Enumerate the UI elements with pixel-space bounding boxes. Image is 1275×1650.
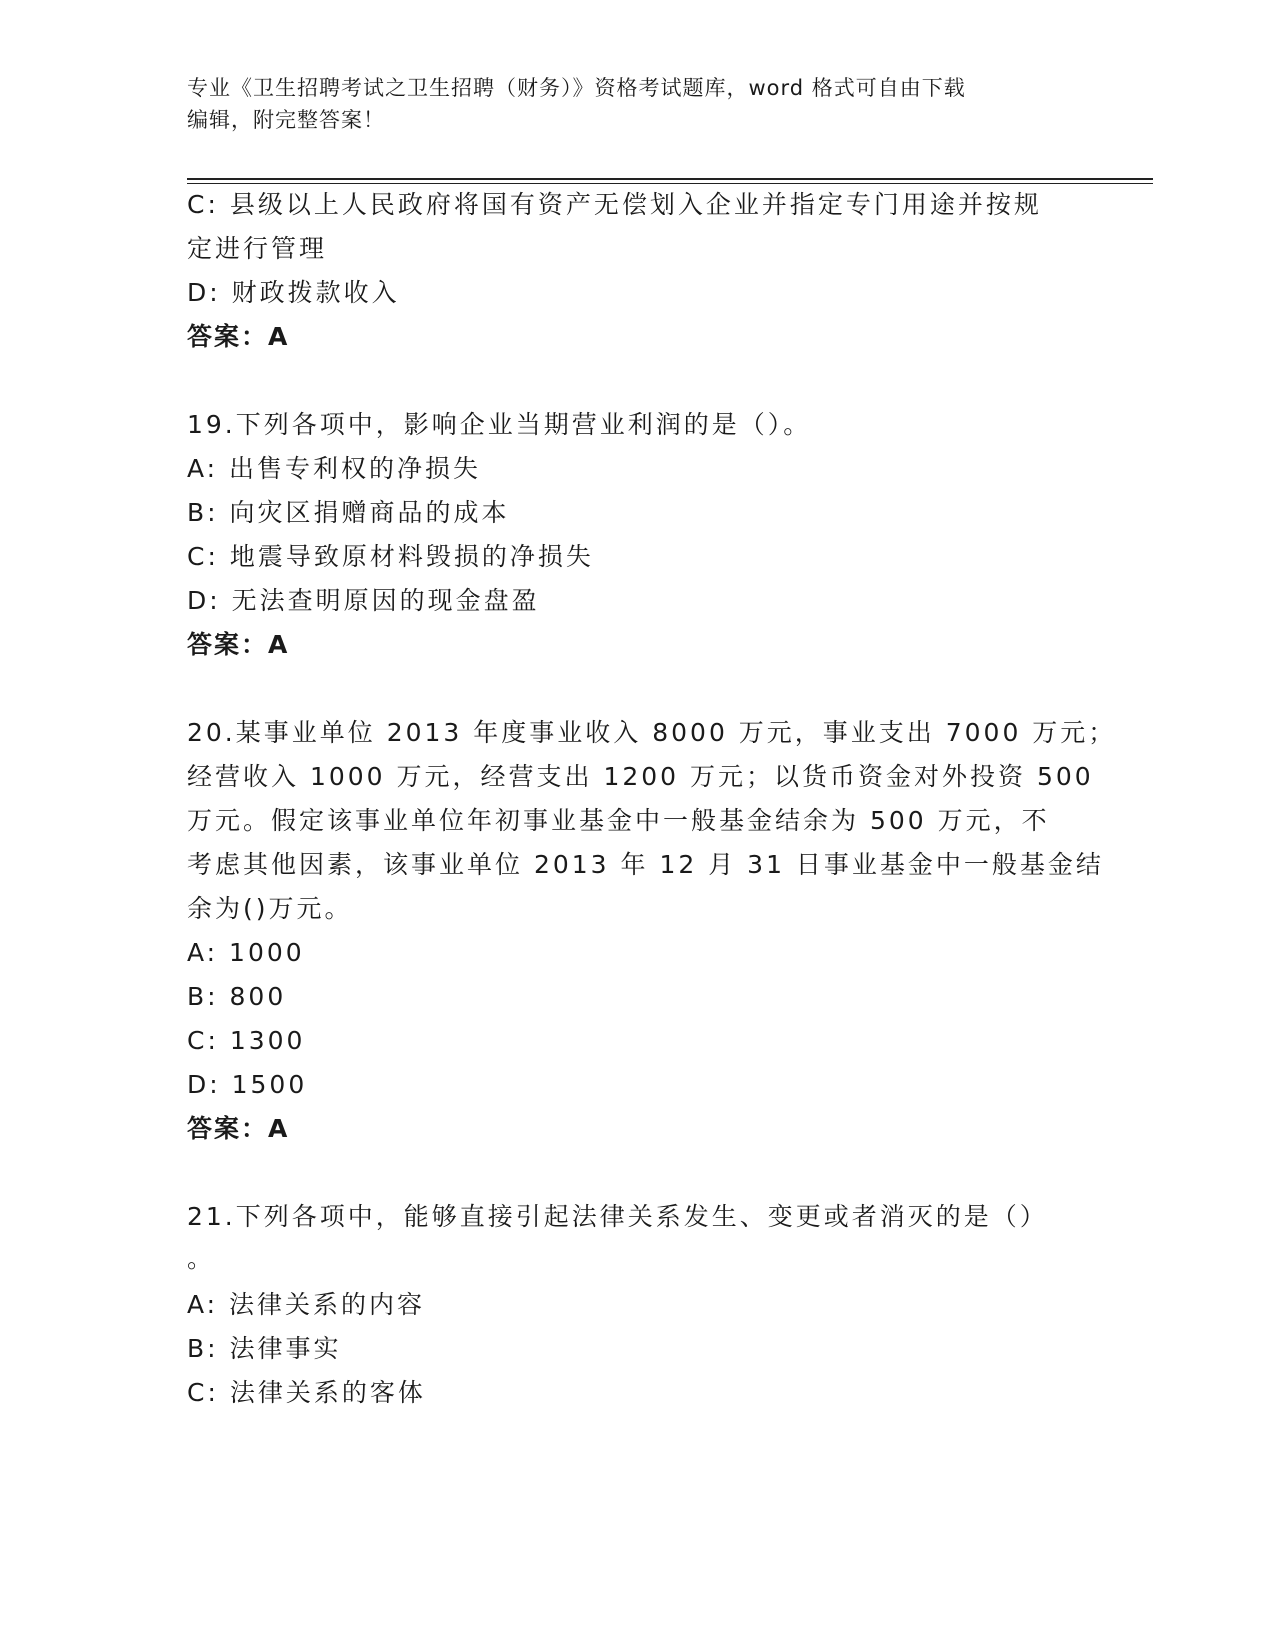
q20-answer: 答案：A: [187, 1114, 290, 1143]
q19-option-c: C: 地震导致原材料毁损的净损失: [187, 542, 594, 571]
q19-stem: 19.下列各项中，影响企业当期营业利润的是（）。: [187, 410, 812, 439]
q21-stem-line-1: 21.下列各项中，能够直接引起法律关系发生、变更或者消灭的是（）: [187, 1202, 1048, 1231]
document-header: [187, 72, 1067, 136]
q20-option-d: D: 1500: [187, 1070, 308, 1099]
q21-option-b: B: 法律事实: [187, 1334, 342, 1363]
q20-stem-line-2: 经营收入 1000 万元，经营支出 1200 万元；以货币资金对外投资 500: [187, 762, 1094, 791]
q20-option-c: C: 1300: [187, 1026, 306, 1055]
q20-stem-line-5: 余为()万元。: [187, 894, 353, 923]
header-divider-thin: [187, 183, 1153, 184]
q20-stem-line-1: 20.某事业单位 2013 年度事业收入 8000 万元，事业支出 7000 万元；: [187, 718, 1117, 747]
q19-option-d: D: 无法查明原因的现金盘盈: [187, 586, 540, 615]
q18-option-c-line-2: 定进行管理: [187, 234, 328, 263]
q18-option-d: D: 财政拨款收入: [187, 278, 400, 307]
q18-answer: 答案：A: [187, 322, 290, 351]
q20-stem-line-4: 考虑其他因素，该事业单位 2013 年 12 月 31 日事业基金中一般基金结: [187, 850, 1104, 879]
header-divider-thick: [187, 178, 1153, 180]
q21-option-a: A: 法律关系的内容: [187, 1290, 426, 1319]
q20-option-b: B: 800: [187, 982, 287, 1011]
q20-stem-line-3: 万元。假定该事业单位年初事业基金中一般基金结余为 500 万元，不: [187, 806, 1050, 835]
q21-stem-line-2: 。: [187, 1244, 216, 1273]
q20-option-a: A: 1000: [187, 938, 305, 967]
header-line-1: 专业《卫生招聘考试之卫生招聘（财务）》资格考试题库，word 格式可自由下载: [187, 76, 966, 100]
q21-option-c: C: 法律关系的客体: [187, 1378, 426, 1407]
q18-option-c-line-1: C: 县级以上人民政府将国有资产无偿划入企业并指定专门用途并按规: [187, 190, 1042, 219]
q19-answer: 答案：A: [187, 630, 290, 659]
q19-option-b: B: 向灾区捐赠商品的成本: [187, 498, 510, 527]
header-line-2: 编辑，附完整答案！: [187, 108, 385, 132]
q19-option-a: A: 出售专利权的净损失: [187, 454, 482, 483]
